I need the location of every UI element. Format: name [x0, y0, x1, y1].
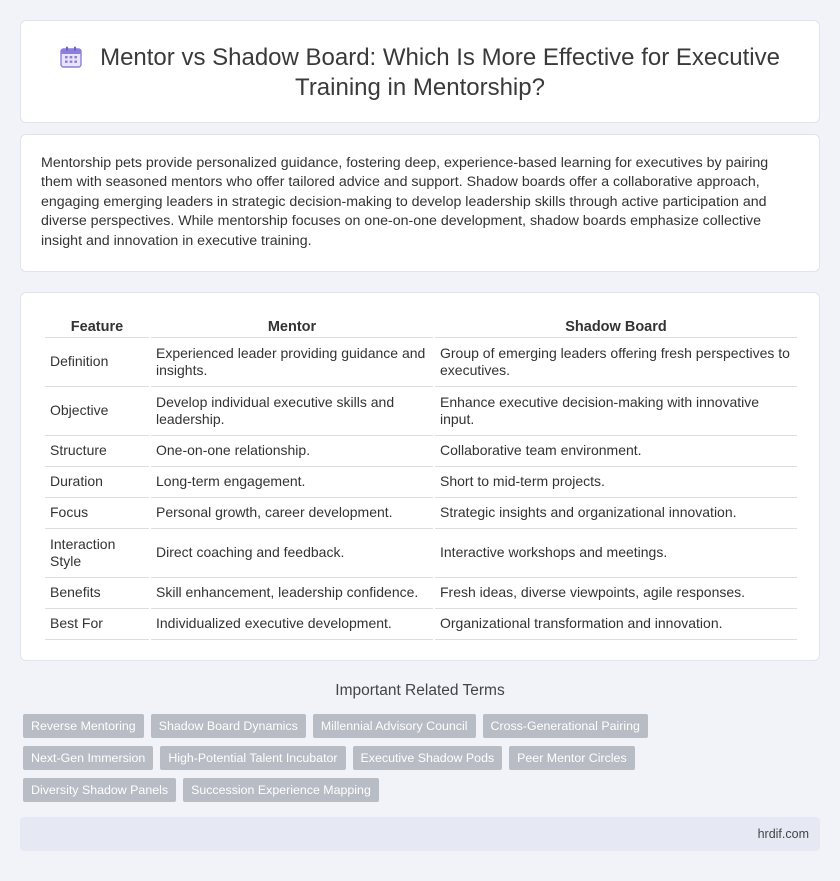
shadow-cell: Group of emerging leaders offering fresh perspectives to executives. [435, 338, 797, 387]
related-terms-title: Important Related Terms [335, 682, 505, 699]
shadow-cell: Strategic insights and organizational innovation. [435, 498, 797, 529]
mentor-cell: Long-term engagement. [151, 467, 433, 498]
table-row [45, 578, 797, 609]
shadow-cell: Fresh ideas, diverse viewpoints, agile responses. [435, 578, 797, 609]
intro-paragraph: Mentorship pets provide personalized guidance, fostering deep, experience-based learning for executives by pairing them with seasoned mentors who offer tailored advice and support. Shadow boards offer a collaborative approach, engaging emerging leaders in strategic decision-making to develop leadership skills through active participation and diverse perspectives. While mentorship focuses on one-on-one development, shadow boards emphasize collective insight and innovation in executive training. [41, 155, 769, 249]
intro-card [20, 134, 820, 272]
related-term-tag[interactable]: Millennial Advisory Council [313, 714, 476, 738]
header-shadow-board: Shadow Board [435, 314, 797, 338]
table-row [45, 529, 797, 578]
related-terms-tags [23, 714, 783, 802]
related-term-tag[interactable]: Succession Experience Mapping [183, 778, 379, 802]
mentor-cell: One-on-one relationship. [151, 436, 433, 467]
shadow-cell: Collaborative team environment. [435, 436, 797, 467]
feature-cell: Benefits [45, 578, 149, 609]
shadow-cell: Short to mid-term projects. [435, 467, 797, 498]
related-term-tag[interactable]: Diversity Shadow Panels [23, 778, 176, 802]
related-term-tag[interactable]: Peer Mentor Circles [509, 746, 634, 770]
feature-cell: Duration [45, 467, 149, 498]
table-header-row [45, 314, 797, 338]
header-feature: Feature [45, 314, 149, 338]
feature-cell: Focus [45, 498, 149, 529]
feature-cell: Structure [45, 436, 149, 467]
header-mentor: Mentor [151, 314, 433, 338]
related-term-tag[interactable]: High-Potential Talent Incubator [160, 746, 345, 770]
table-row [45, 498, 797, 529]
title-card [20, 20, 820, 123]
mentor-cell: Personal growth, career development. [151, 498, 433, 529]
mentor-cell: Develop individual executive skills and leadership. [151, 387, 433, 436]
comparison-card [20, 292, 820, 661]
shadow-cell: Organizational transformation and innovation. [435, 609, 797, 640]
mentor-cell: Direct coaching and feedback. [151, 529, 433, 578]
feature-cell: Definition [45, 338, 149, 387]
footer [20, 817, 820, 851]
footer-site[interactable]: hrdif.com [757, 827, 809, 841]
comparison-table [43, 314, 799, 640]
table-row [45, 436, 797, 467]
related-term-tag[interactable]: Executive Shadow Pods [353, 746, 503, 770]
related-term-tag[interactable]: Cross-Generational Pairing [483, 714, 648, 738]
feature-cell: Interaction Style [45, 529, 149, 578]
calendar-icon [60, 46, 82, 68]
mentor-cell: Individualized executive development. [151, 609, 433, 640]
related-term-tag[interactable]: Shadow Board Dynamics [151, 714, 306, 738]
page-title-text: Mentor vs Shadow Board: Which Is More Effective for Executive Training in Mentorship? [100, 44, 780, 101]
shadow-cell: Interactive workshops and meetings. [435, 529, 797, 578]
related-term-tag[interactable]: Next-Gen Immersion [23, 746, 153, 770]
feature-cell: Best For [45, 609, 149, 640]
mentor-cell: Skill enhancement, leadership confidence. [151, 578, 433, 609]
table-row [45, 609, 797, 640]
table-row [45, 338, 797, 387]
mentor-cell: Experienced leader providing guidance and insights. [151, 338, 433, 387]
table-row [45, 387, 797, 436]
shadow-cell: Enhance executive decision-making with innovative input. [435, 387, 797, 436]
related-term-tag[interactable]: Reverse Mentoring [23, 714, 144, 738]
feature-cell: Objective [45, 387, 149, 436]
page-title [21, 43, 819, 103]
table-row [45, 467, 797, 498]
